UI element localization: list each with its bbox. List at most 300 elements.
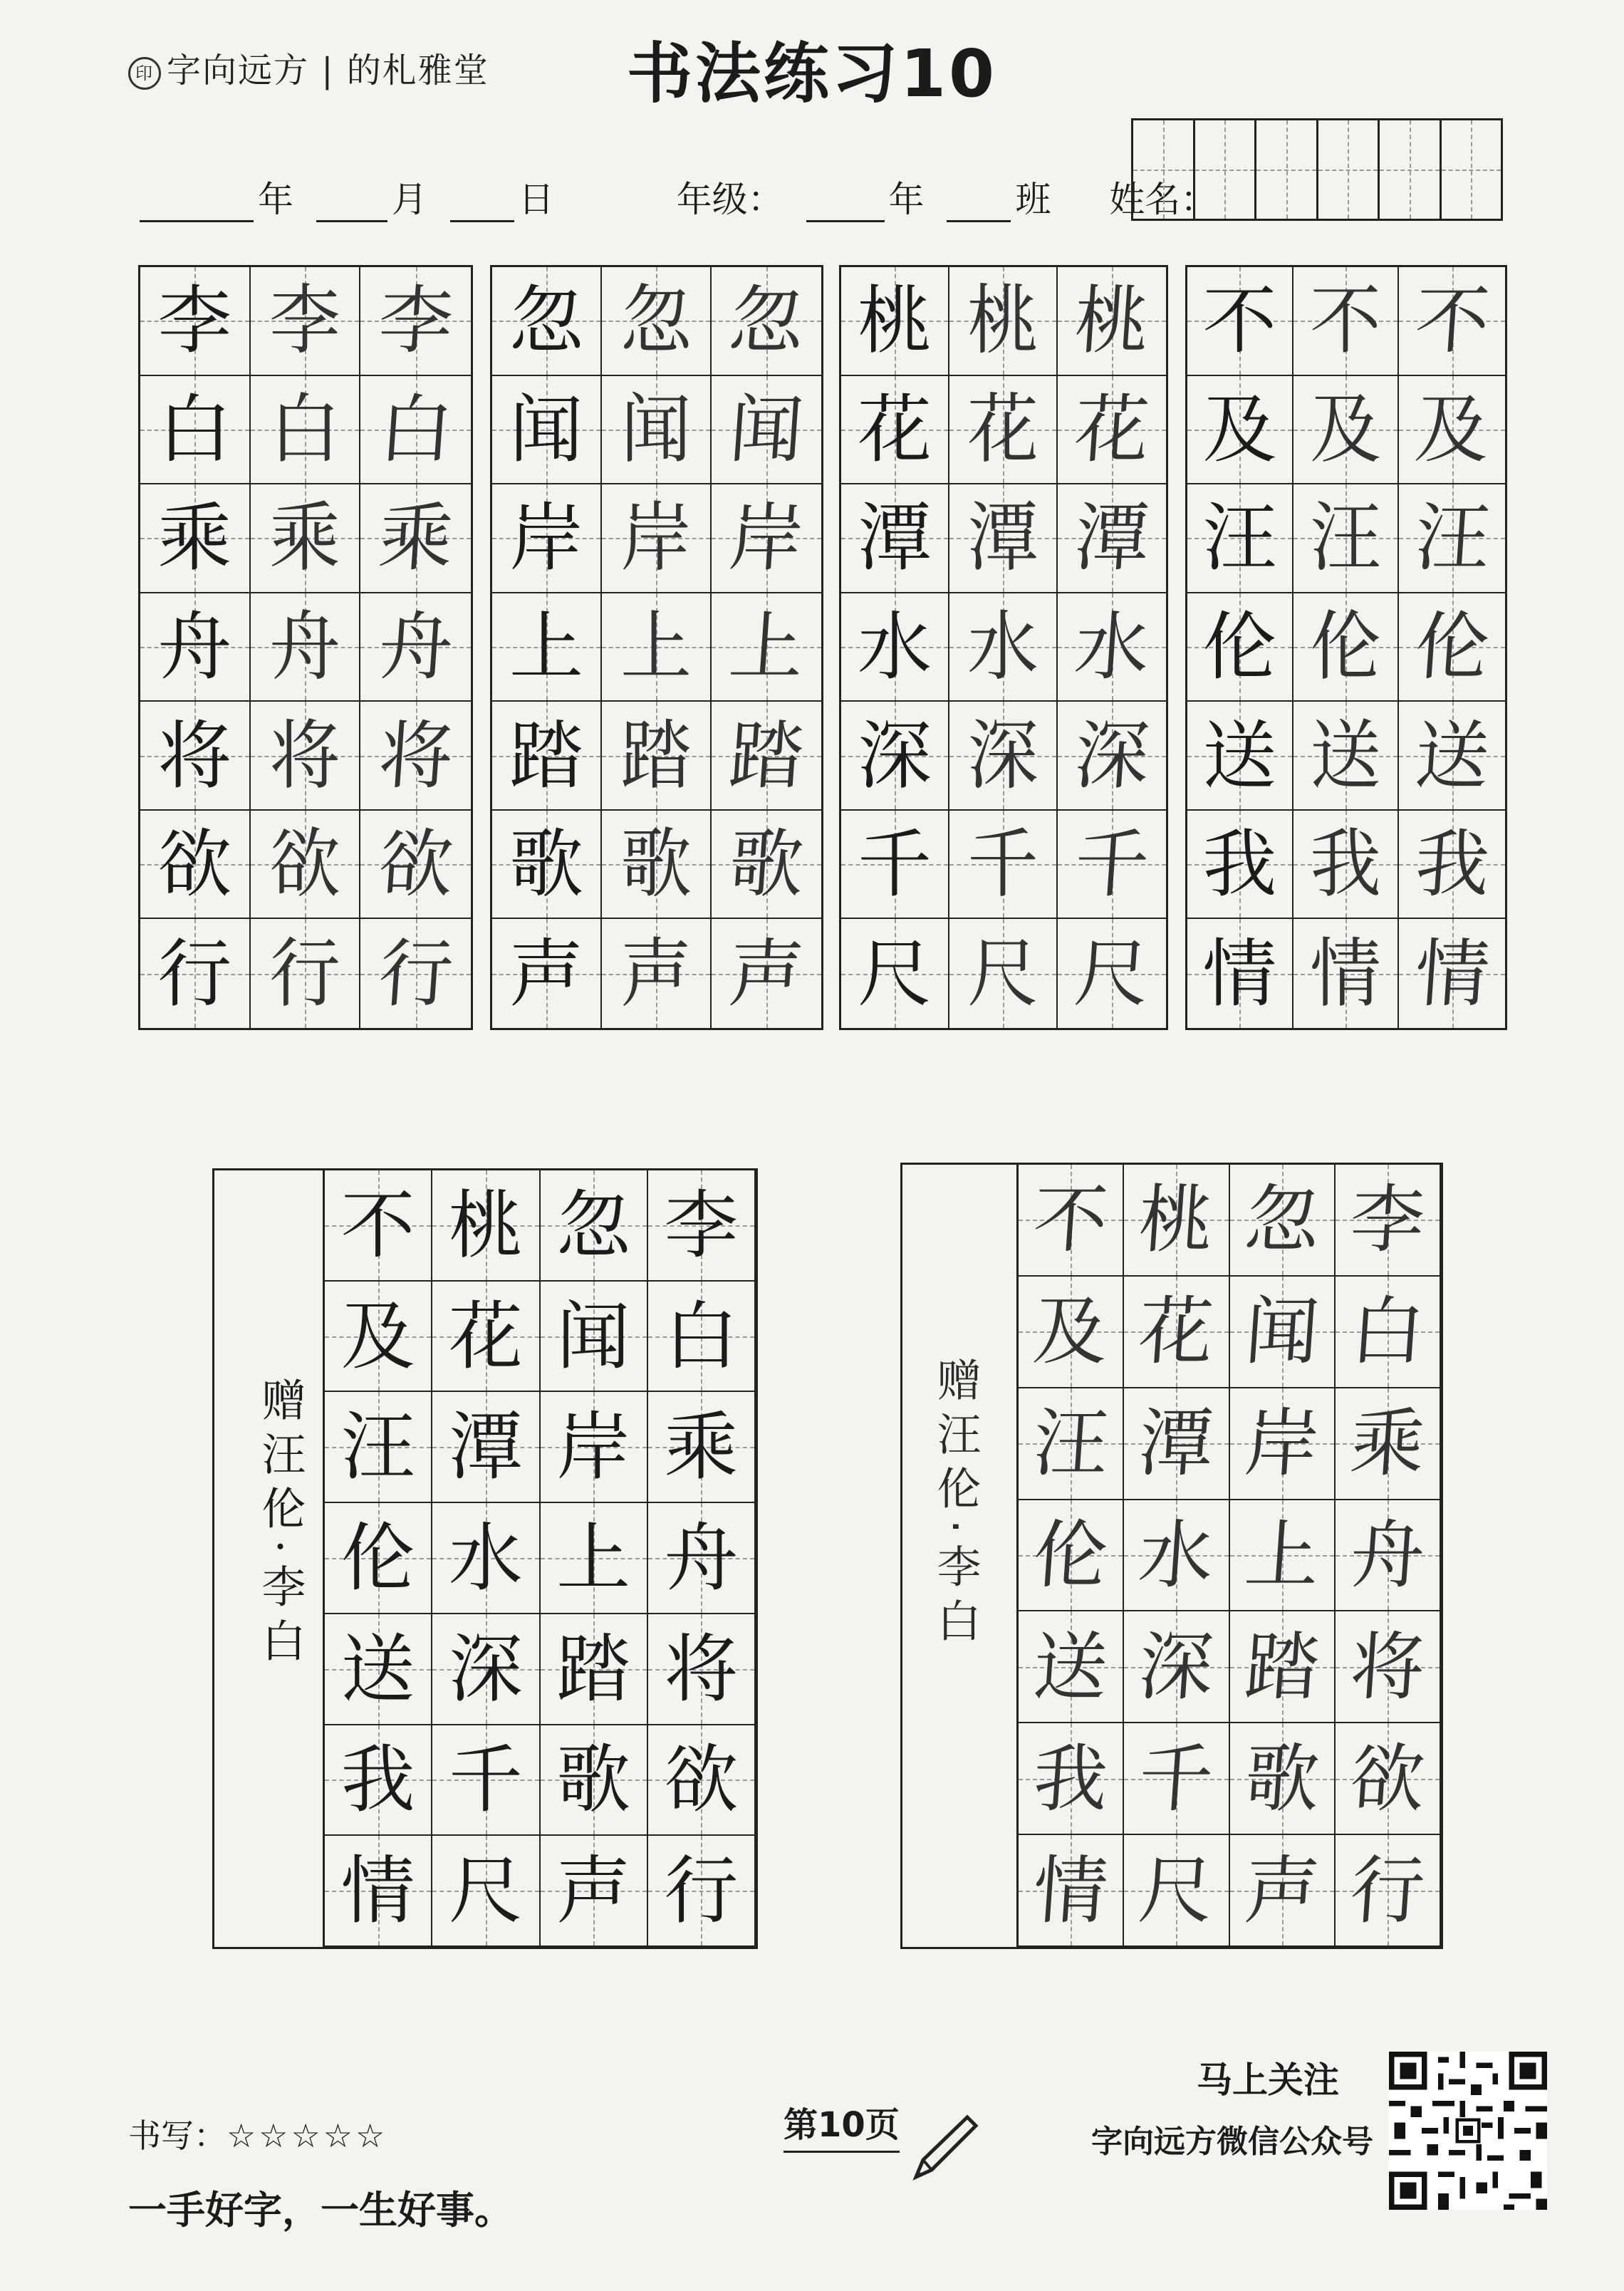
poem-character: 尺	[448, 1847, 523, 1935]
practice-cell	[602, 593, 712, 702]
poem-character: 欲	[664, 1736, 739, 1824]
practice-character: 岸	[620, 494, 692, 583]
practice-cell	[140, 484, 251, 593]
poem-panel-handwritten	[900, 1163, 1443, 1949]
poem-cell	[541, 1614, 648, 1725]
poem-cell	[1124, 1723, 1229, 1835]
practice-character: 白	[269, 385, 340, 474]
practice-cell	[1294, 267, 1400, 376]
practice-character: 千	[1071, 821, 1152, 908]
practice-character: 情	[1202, 930, 1277, 1017]
practice-character: 我	[1310, 819, 1381, 909]
practice-cell	[1399, 919, 1505, 1028]
practice-character: 行	[157, 930, 232, 1017]
poem-character: 行	[1347, 1846, 1428, 1934]
grade-year-label: 年	[888, 179, 925, 220]
poem-cell	[325, 1725, 432, 1837]
poem-character: 及	[1030, 1288, 1111, 1376]
poem-character: 尺	[1136, 1846, 1217, 1934]
practice-character: 伦	[1202, 603, 1277, 690]
practice-character: 伦	[1310, 602, 1381, 692]
poem-cell	[325, 1836, 432, 1947]
practice-character: 将	[269, 711, 340, 800]
practice-character: 忽	[726, 277, 807, 365]
pen-icon	[906, 2109, 984, 2187]
practice-character: 花	[1071, 385, 1152, 473]
poem-cell	[1019, 1611, 1124, 1723]
practice-character: 上	[726, 603, 807, 690]
page-title: 书法练习10	[626, 36, 998, 112]
poem-panel-model	[212, 1168, 758, 1949]
practice-cell	[492, 593, 602, 702]
practice-character: 尺	[967, 929, 1039, 1018]
poem-cell	[541, 1725, 648, 1837]
poem-cell	[432, 1392, 540, 1503]
month-label: 月	[391, 179, 427, 220]
practice-cell	[1399, 593, 1505, 702]
poem-cell	[325, 1392, 432, 1503]
practice-character: 情	[1412, 930, 1492, 1017]
practice-character: 深	[967, 711, 1039, 800]
poem-character: 送	[340, 1625, 415, 1713]
practice-cell	[1187, 919, 1294, 1028]
practice-cell	[251, 267, 361, 376]
poem-character: 潭	[1136, 1400, 1217, 1487]
poem-character: 水	[448, 1514, 523, 1601]
practice-character: 歌	[509, 821, 583, 908]
poem-cell	[648, 1282, 756, 1393]
practice-cell	[841, 376, 949, 485]
poem-cell	[541, 1503, 648, 1614]
poem-cell	[432, 1503, 540, 1614]
poem-cell	[1124, 1165, 1229, 1277]
practice-cell	[251, 919, 361, 1028]
practice-character: 忽	[509, 277, 583, 365]
practice-cell	[1399, 484, 1505, 593]
practice-cell	[251, 376, 361, 485]
practice-cell	[1187, 811, 1294, 920]
practice-character: 乘	[269, 494, 340, 583]
practice-cell	[712, 593, 821, 702]
practice-cell	[1399, 811, 1505, 920]
practice-cell	[1058, 484, 1166, 593]
poem-character: 深	[1136, 1623, 1217, 1710]
practice-character: 送	[1310, 711, 1381, 800]
poem-cell	[1124, 1388, 1229, 1500]
poem-cell	[1019, 1723, 1124, 1835]
practice-cell	[251, 702, 361, 811]
practice-character: 踏	[620, 711, 692, 800]
practice-character: 潭	[1071, 494, 1152, 582]
practice-character: 乘	[375, 494, 456, 582]
practice-cell	[841, 919, 949, 1028]
poem-character: 踏	[1242, 1623, 1322, 1710]
practice-character: 白	[157, 385, 232, 473]
practice-cell	[492, 919, 602, 1028]
practice-character: 闻	[509, 385, 583, 473]
practice-cell	[602, 811, 712, 920]
poem-character: 上	[556, 1514, 631, 1601]
practice-character: 花	[967, 385, 1039, 474]
practice-character: 不	[1412, 277, 1492, 365]
practice-character: 不	[1202, 277, 1277, 365]
practice-cell	[251, 484, 361, 593]
poem-character: 闻	[1242, 1288, 1322, 1376]
poem-cell	[325, 1170, 432, 1282]
practice-character: 桃	[857, 277, 932, 365]
practice-cell	[602, 919, 712, 1028]
poem-character: 乘	[664, 1403, 739, 1491]
poem-character: 乘	[1347, 1400, 1428, 1487]
practice-character: 深	[1071, 712, 1152, 799]
practice-character: 情	[1310, 929, 1381, 1018]
practice-character: 汪	[1202, 494, 1277, 582]
poem-character: 李	[664, 1181, 739, 1269]
grade-label: 年级：	[676, 179, 784, 220]
practice-character: 舟	[375, 603, 456, 690]
practice-character: 乘	[157, 494, 232, 582]
practice-cell	[712, 811, 821, 920]
qr-code-icon[interactable]	[1389, 2052, 1547, 2210]
poem-character: 舟	[664, 1514, 739, 1601]
practice-cell	[360, 702, 471, 811]
grade-year-blank[interactable]	[806, 186, 885, 222]
practice-character: 将	[375, 712, 456, 799]
poem-cell	[1230, 1723, 1336, 1835]
practice-character: 踏	[726, 712, 807, 799]
practice-character: 岸	[509, 494, 583, 582]
practice-character: 舟	[269, 602, 340, 692]
poem-character: 千	[448, 1736, 523, 1824]
poem-character: 不	[1030, 1176, 1111, 1264]
practice-cell	[140, 376, 251, 485]
practice-character: 送	[1412, 712, 1492, 799]
poem-cell	[1124, 1277, 1229, 1388]
practice-cell	[492, 267, 602, 376]
poem-character: 我	[340, 1736, 415, 1824]
practice-cell	[140, 702, 251, 811]
practice-cell	[949, 376, 1058, 485]
practice-cell	[1399, 267, 1505, 376]
poem-cell	[541, 1836, 648, 1947]
poem-cell	[648, 1725, 756, 1837]
practice-cell	[1058, 919, 1166, 1028]
practice-cell	[1399, 376, 1505, 485]
practice-character: 闻	[620, 385, 692, 474]
practice-cell	[1187, 702, 1294, 811]
practice-cell	[1399, 702, 1505, 811]
practice-character: 汪	[1310, 494, 1381, 583]
poem-cell	[1124, 1500, 1229, 1612]
practice-cell	[841, 702, 949, 811]
year-blank[interactable]	[140, 186, 254, 222]
practice-grid-2	[490, 265, 823, 1030]
practice-character: 汪	[1412, 494, 1492, 582]
practice-cell	[360, 376, 471, 485]
practice-cell	[251, 593, 361, 702]
poem-cell	[1336, 1165, 1441, 1277]
class-blank[interactable]	[947, 186, 1011, 222]
practice-character: 李	[375, 277, 456, 365]
poem-character: 忽	[1242, 1176, 1322, 1264]
practice-cell	[492, 376, 602, 485]
practice-character: 欲	[157, 821, 232, 908]
poem-character: 情	[1030, 1846, 1111, 1934]
practice-cell	[492, 484, 602, 593]
practice-character: 闻	[726, 385, 807, 473]
poem-cell	[541, 1392, 648, 1503]
practice-cell	[712, 376, 821, 485]
practice-character: 声	[726, 930, 807, 1017]
poem-cell	[432, 1836, 540, 1947]
practice-character: 忽	[620, 276, 692, 365]
practice-cell	[1187, 484, 1294, 593]
poem-cell	[1230, 1388, 1336, 1500]
poem-character: 将	[1347, 1623, 1428, 1710]
practice-character: 水	[857, 603, 932, 690]
practice-cell	[841, 811, 949, 920]
practice-cell	[1187, 267, 1294, 376]
practice-cell	[602, 376, 712, 485]
practice-grid-3	[839, 265, 1168, 1030]
practice-character: 及	[1412, 385, 1492, 473]
practice-cell	[1187, 593, 1294, 702]
poem-cell	[1019, 1388, 1124, 1500]
poem-cell	[1336, 1611, 1441, 1723]
poem-cell	[325, 1282, 432, 1393]
practice-character: 欲	[269, 819, 340, 909]
info-line	[135, 171, 1223, 222]
follow-title: 马上关注	[1197, 2059, 1339, 2101]
poem-grid-model	[323, 1170, 756, 1947]
practice-cell	[360, 919, 471, 1028]
practice-character: 上	[509, 603, 583, 690]
practice-cell	[360, 267, 471, 376]
practice-cell	[949, 919, 1058, 1028]
poem-cell	[1124, 1835, 1229, 1947]
practice-cell	[251, 811, 361, 920]
poem-character: 送	[1030, 1623, 1111, 1710]
poem-cell	[1336, 1835, 1441, 1947]
practice-character: 行	[269, 929, 340, 1018]
practice-character: 桃	[1071, 277, 1152, 365]
practice-cell	[949, 593, 1058, 702]
practice-cell	[712, 267, 821, 376]
practice-character: 舟	[157, 603, 232, 690]
practice-cell	[841, 267, 949, 376]
poem-character: 行	[664, 1847, 739, 1935]
poem-cell	[648, 1614, 756, 1725]
brand-logo-text: 字向远方 | 的札雅堂	[167, 51, 489, 90]
poem-character: 白	[664, 1292, 739, 1380]
poem-cell	[1336, 1723, 1441, 1835]
practice-cell	[949, 811, 1058, 920]
practice-cell	[1294, 593, 1400, 702]
practice-grid-4	[1185, 265, 1507, 1030]
poem-cell	[1019, 1500, 1124, 1612]
practice-character: 声	[620, 929, 692, 1018]
poem-cell	[1336, 1277, 1441, 1388]
poem-character: 花	[1136, 1288, 1217, 1376]
practice-character: 将	[157, 712, 232, 799]
poem-cell	[1336, 1500, 1441, 1612]
poem-cell	[1019, 1835, 1124, 1947]
practice-cell	[1058, 267, 1166, 376]
poem-cell	[432, 1282, 540, 1393]
poem-character: 舟	[1347, 1511, 1428, 1599]
practice-cell	[712, 484, 821, 593]
practice-character: 岸	[726, 494, 807, 582]
poem-cell	[325, 1614, 432, 1725]
poem-character: 及	[340, 1292, 415, 1380]
practice-cell	[1294, 811, 1400, 920]
practice-character: 行	[375, 930, 456, 1017]
practice-character: 及	[1202, 385, 1277, 473]
poem-cell	[1230, 1835, 1336, 1947]
poem-cell	[1230, 1611, 1336, 1723]
poem-cell	[1124, 1611, 1229, 1723]
rating-stars[interactable]: ☆☆☆☆☆	[227, 2116, 388, 2155]
poem-cell	[1230, 1165, 1336, 1277]
poem-cell	[325, 1503, 432, 1614]
poem-cell	[432, 1725, 540, 1837]
practice-character: 我	[1202, 821, 1277, 908]
day-blank[interactable]	[450, 186, 514, 222]
practice-cell	[360, 593, 471, 702]
practice-character: 李	[269, 276, 340, 365]
practice-character: 千	[857, 821, 932, 908]
poem-cell	[648, 1836, 756, 1947]
month-blank[interactable]	[316, 186, 387, 222]
poem-character: 声	[556, 1847, 631, 1935]
practice-cell	[1187, 376, 1294, 485]
poem-cell	[648, 1503, 756, 1614]
practice-character: 潭	[857, 494, 932, 582]
practice-cell	[1294, 702, 1400, 811]
poem-character: 汪	[340, 1403, 415, 1491]
poem-character: 桃	[448, 1181, 523, 1269]
practice-character: 白	[375, 385, 456, 473]
practice-character: 尺	[1071, 930, 1152, 1017]
practice-cell	[949, 484, 1058, 593]
poem-character: 白	[1347, 1288, 1428, 1376]
poem-cell	[1230, 1277, 1336, 1388]
practice-character: 不	[1310, 276, 1381, 365]
practice-cell	[1294, 484, 1400, 593]
practice-character: 踏	[509, 712, 583, 799]
poem-cell	[432, 1170, 540, 1282]
poem-cell	[1230, 1500, 1336, 1612]
poem-character: 花	[448, 1292, 523, 1380]
poem-cell	[432, 1614, 540, 1725]
writing-rating	[128, 2110, 387, 2157]
practice-character: 及	[1310, 385, 1381, 474]
poem-signature-handwritten: 赠汪伦·李白	[930, 1357, 982, 1652]
poem-character: 岸	[1242, 1400, 1322, 1487]
class-label: 班	[1015, 179, 1051, 220]
practice-grid-1	[138, 265, 473, 1030]
practice-character: 歌	[620, 819, 692, 909]
poem-character: 我	[1030, 1735, 1111, 1822]
poem-character: 汪	[1030, 1400, 1111, 1487]
poem-character: 欲	[1347, 1735, 1428, 1822]
practice-character: 李	[157, 277, 232, 365]
poem-character: 李	[1347, 1176, 1428, 1264]
practice-cell	[712, 919, 821, 1028]
page-number: 第10页	[784, 2097, 900, 2153]
poem-cell	[1336, 1388, 1441, 1500]
practice-cell	[140, 919, 251, 1028]
practice-cell	[492, 702, 602, 811]
practice-cell	[841, 484, 949, 593]
name-writing-box[interactable]	[1131, 118, 1503, 221]
poem-character: 深	[448, 1625, 523, 1713]
poem-character: 声	[1242, 1846, 1322, 1934]
practice-character: 伦	[1412, 603, 1492, 690]
practice-character: 深	[857, 712, 932, 799]
practice-character: 水	[1071, 603, 1152, 690]
practice-cell	[712, 702, 821, 811]
practice-character: 欲	[375, 821, 456, 908]
poem-cell	[541, 1282, 648, 1393]
poem-cell	[1019, 1165, 1124, 1277]
poem-character: 岸	[556, 1403, 631, 1491]
practice-cell	[140, 267, 251, 376]
practice-cell	[1294, 376, 1400, 485]
poem-cell	[1019, 1277, 1124, 1388]
practice-character: 歌	[726, 821, 807, 908]
practice-cell	[602, 267, 712, 376]
poem-character: 歌	[1242, 1735, 1322, 1822]
motto: 一手好字，一生好事。	[128, 2188, 513, 2233]
poem-cell	[648, 1170, 756, 1282]
poem-character: 踏	[556, 1625, 631, 1713]
practice-character: 桃	[967, 276, 1039, 365]
year-label: 年	[258, 179, 293, 220]
practice-character: 声	[509, 930, 583, 1017]
poem-character: 千	[1136, 1735, 1217, 1822]
practice-cell	[949, 702, 1058, 811]
poem-cell	[648, 1392, 756, 1503]
brand-seal-icon: 印	[128, 57, 161, 90]
poem-character: 伦	[340, 1514, 415, 1601]
poem-character: 潭	[448, 1403, 523, 1491]
practice-cell	[140, 593, 251, 702]
poem-character: 歌	[556, 1736, 631, 1824]
poem-character: 上	[1242, 1511, 1322, 1599]
practice-cell	[602, 702, 712, 811]
follow-subtitle: 字向远方微信公众号	[1091, 2124, 1373, 2160]
practice-character: 水	[967, 602, 1039, 692]
day-label: 日	[518, 179, 554, 220]
practice-cell	[360, 484, 471, 593]
practice-cell	[1058, 702, 1166, 811]
poem-character: 情	[340, 1847, 415, 1935]
practice-character: 上	[620, 602, 692, 692]
poem-grid-handwritten	[1016, 1165, 1441, 1947]
practice-cell	[360, 811, 471, 920]
practice-cell	[492, 811, 602, 920]
practice-cell	[841, 593, 949, 702]
practice-character: 千	[967, 819, 1039, 909]
poem-cell	[541, 1170, 648, 1282]
poem-character: 伦	[1030, 1511, 1111, 1599]
poem-character: 桃	[1136, 1176, 1217, 1264]
practice-cell	[949, 267, 1058, 376]
poem-character: 将	[664, 1625, 739, 1713]
poem-character: 闻	[556, 1292, 631, 1380]
poem-character: 水	[1136, 1511, 1217, 1599]
